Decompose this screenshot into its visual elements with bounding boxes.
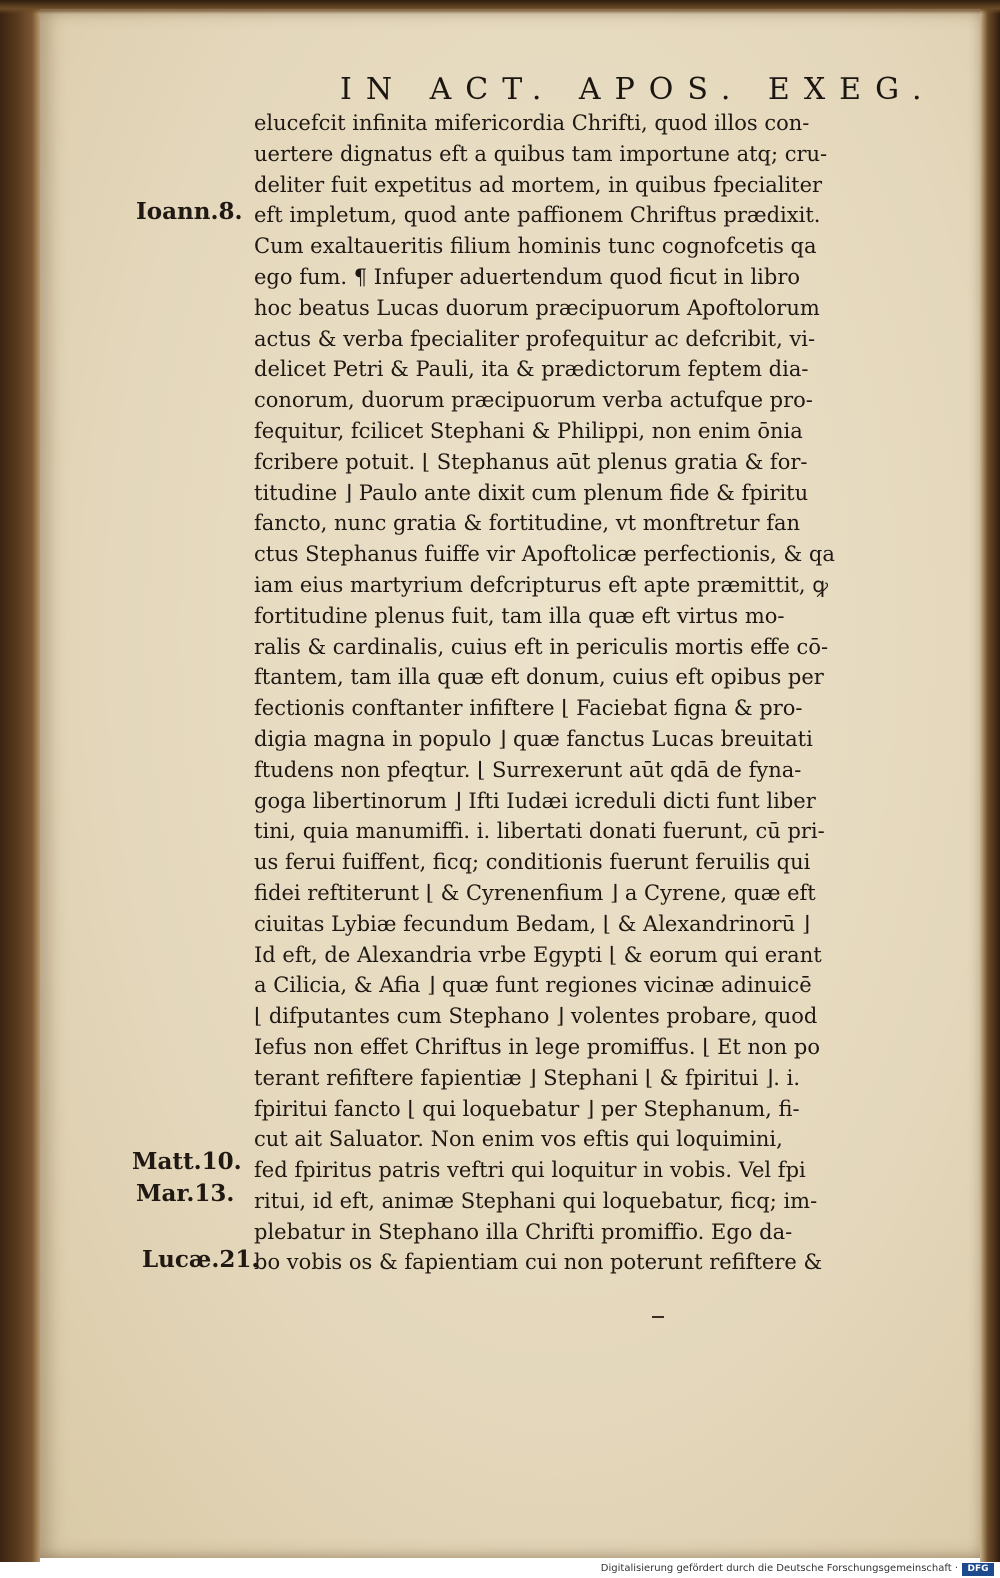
text-line: digia magna in populo ⌋ quæ fanctus Lucas breuitati [254, 726, 813, 751]
text-line: ctus Stephanus fuiffe vir Apoftolicæ perfectionis, & qa [254, 542, 835, 567]
text-line: ciuitas Lybiæ fecundum Bedam, ⌊ & Alexandrinorū ⌋ [254, 911, 811, 936]
text-line: fcribere potuit. ⌊ Stephanus aūt plenus gratia & for- [254, 449, 808, 474]
text-line: ego fum. ¶ Infuper aduertendum quod ficut in libro [254, 264, 800, 289]
text-line: Cum exaltaueritis filium hominis tunc cognofcetis qa [254, 234, 817, 259]
text-line: iam eius martyrium defcripturus eft apte præmittit, ꝙ [254, 572, 828, 597]
text-line: hoc beatus Lucas duorum præcipuorum Apoftolorum [254, 295, 820, 320]
text-line: ralis & cardinalis, cuius eft in periculis mortis effe cō- [254, 634, 829, 659]
text-line: ftantem, tam illa quæ eft donum, cuius eft opibus per [254, 665, 824, 690]
text-line: ritui, id eft, animæ Stephani qui loquebatur, ficq; im- [254, 1188, 818, 1213]
text-line: delicet Petri & Pauli, ita & prædictorum feptem dia- [254, 357, 809, 382]
margin-note-ioann: Ioann.8. [136, 198, 243, 225]
text-line: fectionis conftanter infiftere ⌊ Faciebat figna & pro- [254, 696, 803, 721]
text-line: actus & verba fpecialiter profequitur ac defcribit, vi- [254, 326, 816, 351]
text-line: uertere dignatus eft a quibus tam importune atq; cru- [254, 141, 828, 166]
text-line: ftudens non pfeqtur. ⌊ Surrexerunt aūt qdā de fyna- [254, 757, 802, 782]
running-header: IN ACT. APOS. EXEG. [340, 72, 936, 107]
text-line: goga libertinorum ⌋ Ifti Iudæi icreduli dicti funt liber [254, 788, 816, 813]
text-line: fed fpiritus patris veftri qui loquitur in vobis. Vel fpi [254, 1158, 806, 1183]
text-line: deliter fuit expetitus ad mortem, in quibus fpecialiter [254, 172, 823, 197]
book-fore-edge [980, 0, 1000, 1562]
text-line: Iefus non effet Chriftus in lege promiffus. ⌊ Et non po [254, 1034, 820, 1059]
digitization-footer [0, 1562, 1000, 1578]
text-line: fpiritui fancto ⌊ qui loquebatur ⌋ per Stephanum, fi- [254, 1096, 800, 1121]
margin-note-lucae: Lucæ.21. [142, 1246, 260, 1273]
text-line: terant refiftere fapientiæ ⌋ Stephani ⌊ & fpiritui ⌋. i. [254, 1065, 801, 1090]
book-binding-edge [0, 0, 40, 1562]
text-line: Id eft, de Alexandria vrbe Egypti ⌊ & eorum qui erant [254, 942, 822, 967]
text-line: fidei reftiterunt ⌊ & Cyrenenfium ⌋ a Cyrene, quæ eft [254, 880, 816, 905]
text-line: plebatur in Stephano illa Chrifti promiffio. Ego da- [254, 1219, 793, 1244]
dfg-logo: DFG [962, 1563, 994, 1576]
text-line: fequitur, fcilicet Stephani & Philippi, non enim ōnia [254, 418, 803, 443]
footer-credit: Digitalisierung gefördert durch die Deutsche Forschungsgemeinschaft · [600, 1563, 958, 1574]
text-line: titudine ⌋ Paulo ante dixit cum plenum fide & fpiritu [254, 480, 809, 505]
text-line: bo vobis os & fapientiam cui non poterunt refiftere & [254, 1250, 823, 1275]
text-line: fortitudine plenus fuit, tam illa quæ eft virtus mo- [254, 603, 785, 628]
margin-note-mar: Mar.13. [136, 1180, 235, 1207]
body-text [254, 108, 934, 1278]
book-top-edge [0, 0, 1000, 14]
margin-note-matt: Matt.10. [132, 1148, 242, 1175]
text-line: a Cilicia, & Afia ⌋ quæ funt regiones vicinæ adinuicē [254, 973, 812, 998]
text-line: conorum, duorum præcipuorum verba actufque pro- [254, 388, 813, 413]
text-line: tini, quia manumiffi. i. libertati donati fuerunt, cū pri- [254, 819, 825, 844]
text-line: eft impletum, quod ante paffionem Chriftus prædixit. [254, 203, 821, 228]
text-line: cut ait Saluator. Non enim vos eftis qui loquimini, [254, 1127, 783, 1152]
text-line: us ferui fuiffent, ficq; conditionis fuerunt feruilis qui [254, 850, 811, 875]
page-mark [652, 1316, 664, 1318]
text-line: fancto, nunc gratia & fortitudine, vt monftretur fan [254, 511, 801, 536]
text-line: elucefcit infinita mifericordia Chrifti, quod illos con- [254, 111, 810, 135]
text-line: ⌊ difputantes cum Stephano ⌋ volentes probare, quod [254, 1004, 818, 1029]
